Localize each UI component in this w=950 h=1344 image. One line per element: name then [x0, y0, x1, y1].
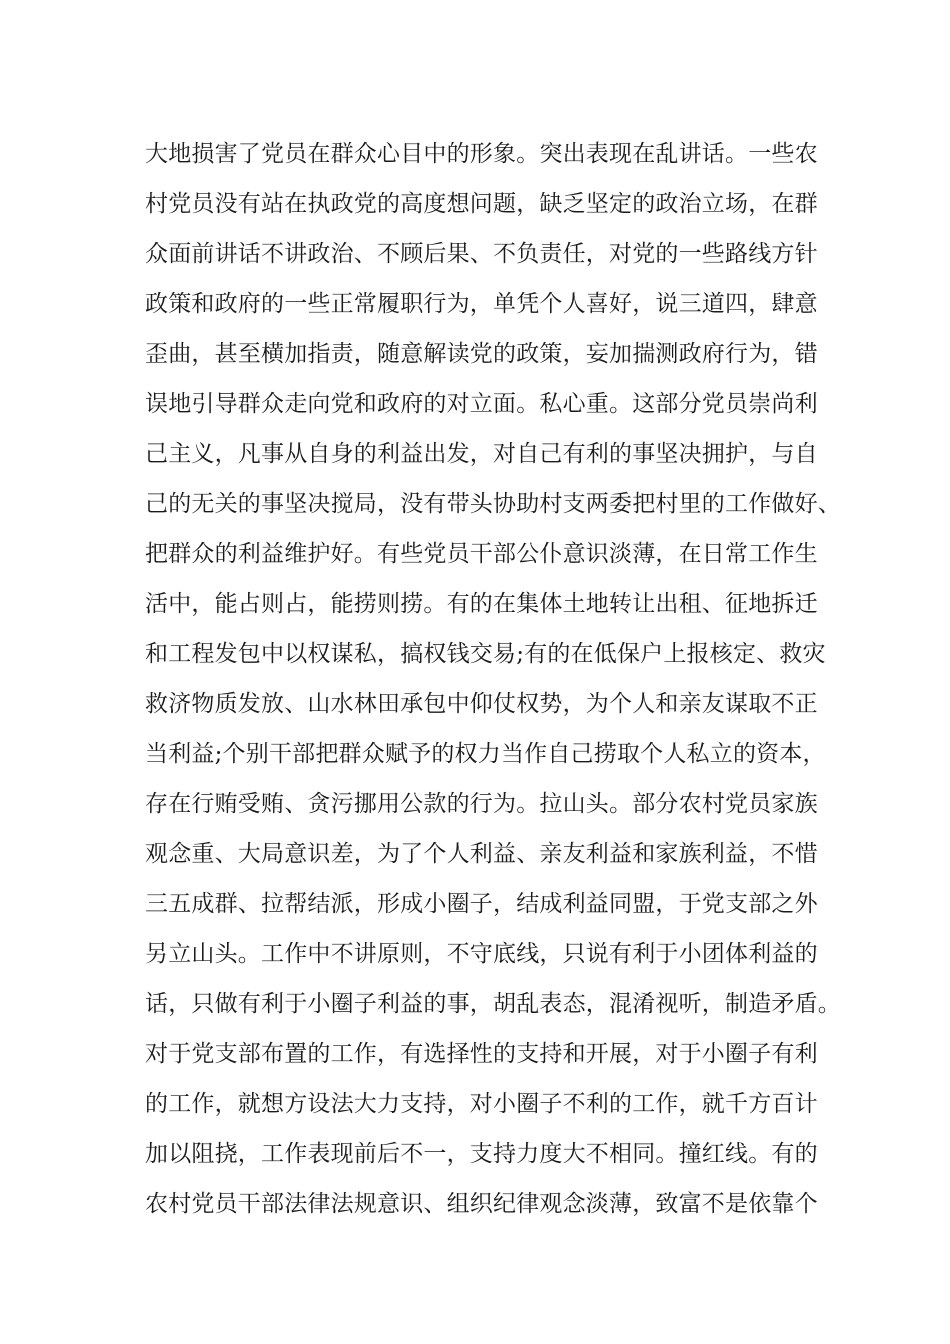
text-line: 己主义，凡事从自身的利益出发，对自己有利的事坚决拥护，与自	[145, 441, 818, 467]
text-line: 己的无关的事坚决搅局，没有带头协助村支两委把村里的工作做好、	[145, 491, 841, 517]
text-line: 对于党支部布置的工作，有选择性的支持和开展，对于小圈子有利	[145, 1041, 818, 1067]
text-line: 存在行贿受贿、贪污挪用公款的行为。拉山头。部分农村党员家族	[145, 791, 818, 817]
text-line: 农村党员干部法律法规意识、组织纪律观念淡薄，致富不是依靠个	[145, 1191, 818, 1217]
text-line: 三五成群、拉帮结派，形成小圈子，结成利益同盟，于党支部之外	[145, 891, 818, 917]
text-line: 活中，能占则占，能捞则捞。有的在集体土地转让出租、征地拆迁	[145, 591, 818, 617]
text-line: 误地引导群众走向党和政府的对立面。私心重。这部分党员崇尚利	[145, 391, 818, 417]
text-line: 话，只做有利于小圈子利益的事，胡乱表态，混淆视听，制造矛盾。	[145, 991, 841, 1017]
text-line: 歪曲，甚至横加指责，随意解读党的政策，妄加揣测政府行为，错	[145, 341, 818, 367]
text-line: 当利益;个别干部把群众赋予的权力当作自己捞取个人私立的资本，	[145, 741, 826, 767]
text-line: 救济物质发放、山水林田承包中仰仗权势，为个人和亲友谋取不正	[145, 691, 818, 717]
text-line: 众面前讲话不讲政治、不顾后果、不负责任，对党的一些路线方针	[145, 241, 818, 267]
text-line: 把群众的利益维护好。有些党员干部公仆意识淡薄，在日常工作生	[145, 541, 818, 567]
text-line: 大地损害了党员在群众心目中的形象。突出表现在乱讲话。一些农	[145, 141, 818, 167]
text-line: 村党员没有站在执政党的高度想问题，缺乏坚定的政治立场，在群	[145, 191, 818, 217]
text-line: 另立山头。工作中不讲原则，不守底线，只说有利于小团体利益的	[145, 941, 818, 967]
text-line: 加以阻挠，工作表现前后不一，支持力度大不相同。撞红线。有的	[145, 1141, 818, 1167]
text-line: 的工作，就想方设法大力支持，对小圈子不利的工作，就千方百计	[145, 1091, 818, 1117]
text-line: 政策和政府的一些正常履职行为，单凭个人喜好，说三道四，肆意	[145, 291, 818, 317]
text-line: 和工程发包中以权谋私，搞权钱交易;有的在低保户上报核定、救灾	[145, 641, 826, 667]
body-text	[145, 129, 841, 1229]
text-line: 观念重、大局意识差，为了个人利益、亲友利益和家族利益，不惜	[145, 841, 818, 867]
